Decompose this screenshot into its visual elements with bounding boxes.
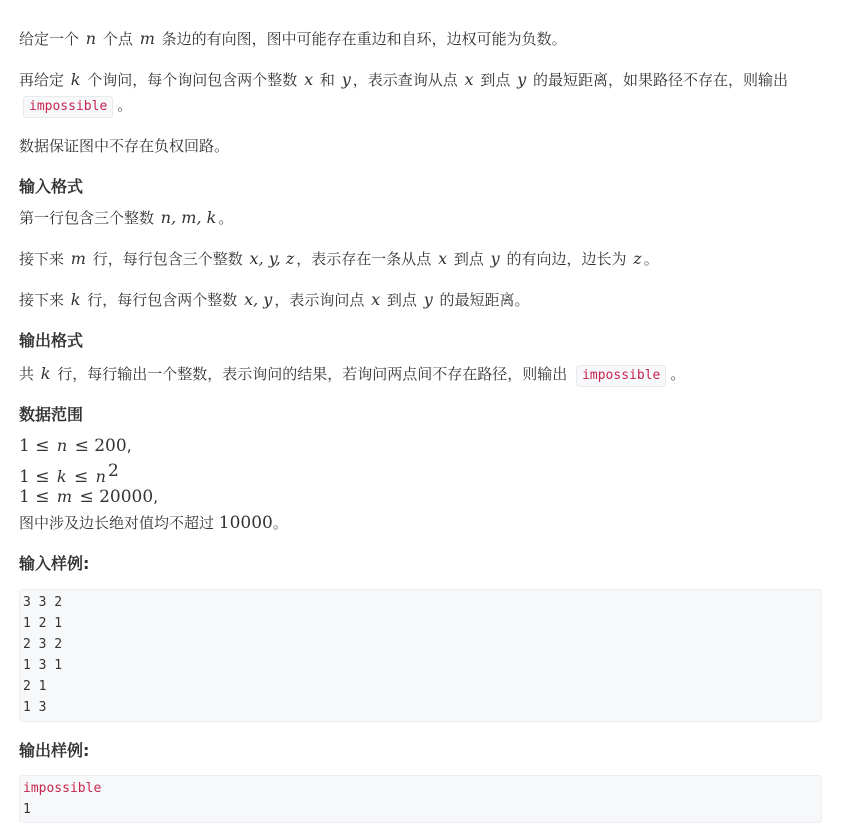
math-var: n — [85, 29, 97, 48]
math-var: x — [371, 290, 381, 309]
math: ≤ — [68, 467, 94, 487]
range-m — [19, 486, 158, 508]
math-var: n, m, k — [160, 208, 217, 227]
math-var: k — [56, 467, 67, 486]
math-var: m — [139, 29, 155, 48]
text: , — [153, 488, 158, 506]
text: 的最短距离，如果路径不存在，则输出 — [532, 71, 788, 89]
math: 1 ≤ — [19, 467, 55, 487]
code-line: 2 3 2 — [23, 637, 63, 652]
math-var: x, y, z — [249, 249, 295, 268]
math-var: n — [95, 467, 106, 486]
sample-output-block — [19, 775, 822, 823]
text: 到点 — [453, 250, 484, 268]
math: ≤ 20000 — [74, 487, 154, 507]
math: 1 ≤ — [19, 436, 55, 456]
code-line: 1 3 — [23, 700, 47, 715]
math-var: x — [464, 70, 474, 89]
text: 个询问，每个询问包含两个整数 — [87, 71, 298, 89]
text: 第一行包含三个整数 — [19, 209, 155, 227]
math: 1 ≤ — [19, 487, 55, 507]
text: ，表示查询从点 — [352, 71, 458, 89]
text: 和 — [319, 71, 335, 89]
math-var: k — [70, 290, 81, 309]
text: 给定一个 — [19, 30, 80, 48]
text: 个点 — [102, 30, 133, 48]
text: 的有向边，边长为 — [506, 250, 627, 268]
sample-input-heading: 输入样例: — [19, 554, 90, 573]
range-heading: 数据范围 — [19, 405, 84, 424]
text: , — [126, 437, 132, 455]
code-line: 1 — [23, 802, 31, 817]
math-var: m — [56, 487, 73, 506]
output-heading: 输出格式 — [19, 331, 84, 350]
sample-output-heading: 输出样例: — [19, 741, 90, 760]
code-line: impossible — [23, 781, 102, 796]
math: ≤ 200 — [69, 436, 127, 456]
text: 图中涉及边长绝对值均不超过 — [19, 514, 215, 532]
code-line: 2 1 — [23, 679, 47, 694]
math-var: y — [423, 290, 433, 309]
math-var: z — [633, 249, 642, 268]
text: 条边的有向图，图中可能存在重边和自环，边权可能为负数。 — [161, 30, 567, 48]
output-line — [19, 363, 685, 387]
math-var: k — [70, 70, 81, 89]
range-n — [19, 435, 131, 457]
math-var: y — [341, 70, 351, 89]
text: 。 — [272, 514, 288, 532]
text: ，表示存在一条从点 — [296, 250, 432, 268]
text: 。 — [670, 365, 686, 383]
inline-code: impossible — [23, 96, 113, 118]
text: 再给定 — [19, 71, 65, 89]
math-var: y — [490, 249, 500, 268]
math-var: m — [70, 249, 86, 268]
query-paragraph — [19, 69, 788, 91]
text: 的最短距离。 — [439, 291, 530, 309]
range-k — [19, 460, 119, 488]
text: 行，每行输出一个整数，表示询问的结果，若询问两点间不存在路径，则输出 — [57, 365, 568, 383]
text: 行，每行包含两个整数 — [87, 291, 238, 309]
math-var: x — [304, 70, 314, 89]
input-line-2 — [19, 248, 659, 270]
math-var: x — [438, 249, 448, 268]
guarantee-paragraph: 数据保证图中不存在负权回路。 — [19, 137, 230, 155]
math-var: n — [56, 436, 68, 455]
text: 接下来 — [19, 250, 65, 268]
text: ，表示询问点 — [274, 291, 365, 309]
text: 共 — [19, 365, 35, 383]
query-paragraph-cont — [19, 94, 132, 118]
text: 。 — [643, 250, 659, 268]
text: 。 — [117, 96, 133, 114]
text: 到点 — [386, 291, 417, 309]
math-var: k — [40, 364, 51, 383]
math: 10000 — [218, 513, 273, 533]
math-var: x, y — [244, 290, 273, 309]
code-line: 3 3 2 — [23, 595, 63, 610]
text: 。 — [218, 209, 234, 227]
input-line-1 — [19, 207, 233, 229]
code-line: 1 3 1 — [23, 658, 63, 673]
math-var: y — [517, 70, 527, 89]
sample-input-block — [19, 589, 822, 722]
text: 行，每行包含三个整数 — [92, 250, 243, 268]
input-line-3 — [19, 289, 530, 311]
input-heading: 输入格式 — [19, 177, 84, 196]
range-weight — [19, 512, 288, 534]
text: 到点 — [480, 71, 511, 89]
inline-code: impossible — [576, 365, 666, 387]
text: 接下来 — [19, 291, 65, 309]
intro-paragraph — [19, 28, 567, 50]
code-line: 1 2 1 — [23, 616, 63, 631]
math-exponent: 2 — [107, 461, 119, 481]
